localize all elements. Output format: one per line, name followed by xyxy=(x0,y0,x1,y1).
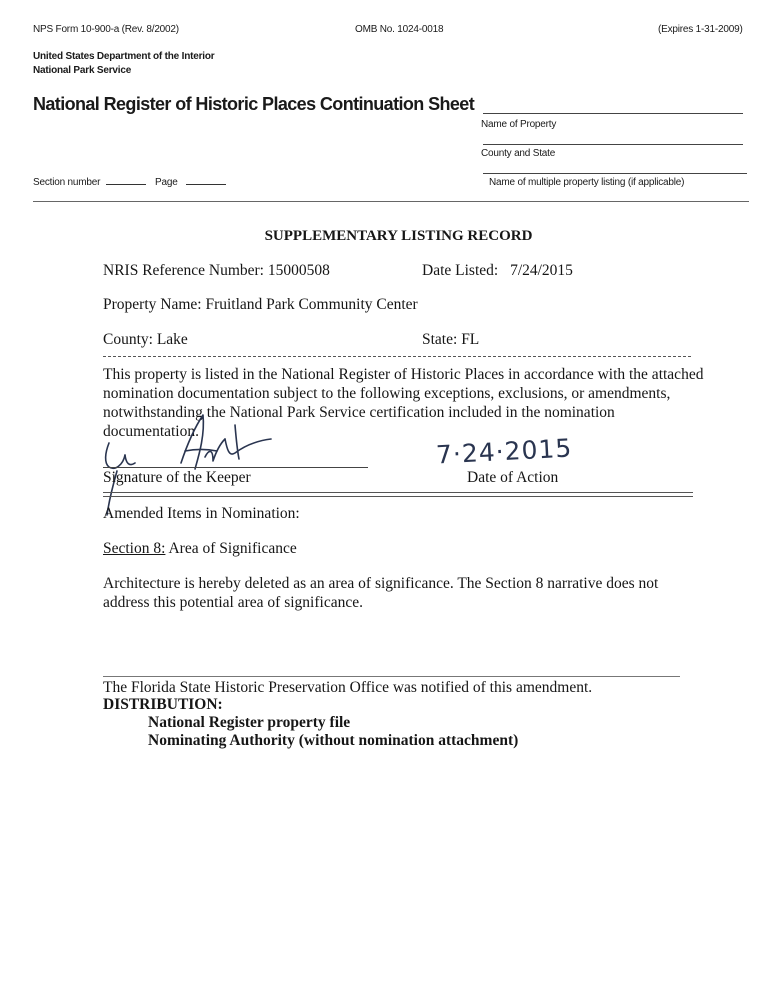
amendment-text xyxy=(103,574,658,612)
amended-items-label: Amended Items in Nomination: xyxy=(103,505,300,522)
statement-line: documentation. xyxy=(103,423,199,440)
section-8-line xyxy=(103,540,297,558)
county-state-label: County and State xyxy=(481,148,556,159)
service-name: National Park Service xyxy=(33,65,132,76)
distribution-label: DISTRIBUTION: xyxy=(103,696,223,713)
statement-line: This property is listed in the National Register of Historic Places in accordance with the attached xyxy=(103,366,704,383)
property-name-label: Property Name: xyxy=(103,296,202,313)
notification-text: The Florida State Historic Preservation Office was notified of this amendment. xyxy=(103,679,593,696)
date-listed xyxy=(422,262,573,280)
state xyxy=(422,331,479,349)
property-name-value: Fruitland Park Community Center xyxy=(205,296,418,313)
state-label: State: xyxy=(422,331,458,348)
handwritten-date: 7·24·2015 xyxy=(435,433,573,470)
section-number-blank xyxy=(106,184,146,185)
amendment-line: Architecture is hereby deleted as an area of significance. The Section 8 narrative does not xyxy=(103,575,659,592)
county-state-line xyxy=(483,144,743,145)
expiration-date: (Expires 1-31-2009) xyxy=(658,24,743,35)
signature-line xyxy=(103,467,368,468)
page-label: Page xyxy=(155,177,178,188)
distribution-item: Nominating Authority (without nomination attachment) xyxy=(148,732,519,749)
record-heading: SUPPLEMENTARY LISTING RECORD xyxy=(264,228,533,244)
section-topic: Area of Significance xyxy=(168,540,297,557)
page-field xyxy=(155,177,226,188)
omb-number: OMB No. 1024-0018 xyxy=(355,24,444,35)
section-label: Section 8: xyxy=(103,540,166,557)
county-label: County: xyxy=(103,331,153,348)
name-of-property-label: Name of Property xyxy=(481,119,557,130)
county xyxy=(103,331,188,349)
multiple-listing-label: Name of multiple property listing (if applicable) xyxy=(489,177,685,188)
statement-line: notwithstanding the National Park Service certification included in the nomination xyxy=(103,404,615,421)
department-name: United States Department of the Interior xyxy=(33,51,215,62)
county-value: Lake xyxy=(156,331,188,348)
distribution-item: National Register property file xyxy=(148,714,351,731)
date-of-action-label: Date of Action xyxy=(467,469,559,486)
signature-label: Signature of the Keeper xyxy=(103,469,251,486)
nris-label: NRIS Reference Number: xyxy=(103,262,264,279)
dashed-divider xyxy=(103,356,691,357)
nris-value: 15000508 xyxy=(267,262,330,279)
state-value: FL xyxy=(461,331,480,348)
nris-reference xyxy=(103,262,330,280)
double-divider xyxy=(103,492,693,497)
property-name xyxy=(103,296,418,314)
statement-line: nomination documentation subject to the following exceptions, exclusions, or amendments, xyxy=(103,385,671,402)
form-title: National Register of Historic Places Continuation Sheet xyxy=(33,94,475,114)
section-number-field xyxy=(33,177,146,188)
form-id: NPS Form 10-900-a (Rev. 8/2002) xyxy=(33,24,179,35)
date-listed-value: 7/24/2015 xyxy=(510,262,573,279)
amendment-line: address this potential area of significance. xyxy=(103,594,363,611)
header-divider xyxy=(33,201,749,202)
name-of-property-line xyxy=(483,113,743,114)
multiple-listing-line xyxy=(483,173,747,174)
section-number-label: Section number xyxy=(33,177,101,188)
date-listed-label: Date Listed: xyxy=(422,262,499,279)
page-blank xyxy=(186,184,226,185)
notification-divider xyxy=(103,676,680,677)
